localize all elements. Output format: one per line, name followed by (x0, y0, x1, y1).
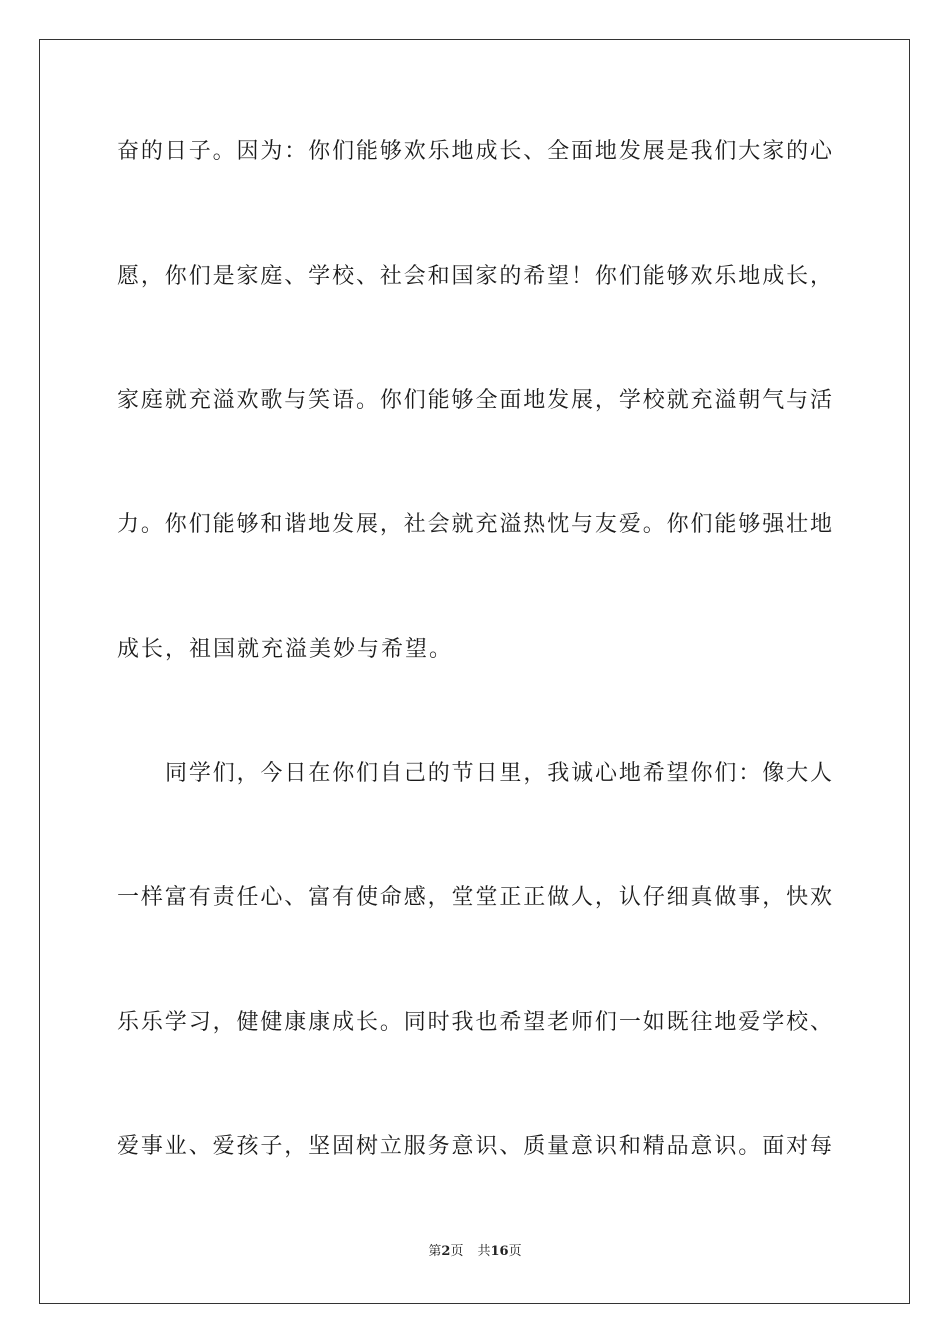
text-line-2: 愿，你们是家庭、学校、社会和国家的希望！你们能够欢乐地成长， (117, 264, 832, 289)
total-pages: 16 (490, 1244, 509, 1259)
text-line-1: 奋的日子。因为：你们能够欢乐地成长、全面地发展是我们大家的心 (117, 139, 832, 164)
text-line-7: 一样富有责任心、富有使命感，堂堂正正做人，认仔细真做事，快欢 (117, 885, 832, 910)
text-line-5: 成长，祖国就充溢美妙与希望。 (117, 637, 454, 662)
page-footer (0, 1243, 950, 1261)
total-suffix: 页 (508, 1244, 522, 1259)
page-suffix: 页 (450, 1244, 464, 1259)
paragraph-2-first-line: 同学们，今日在你们自己的节日里，我诚心地希望你们：像大人 (165, 761, 832, 786)
text-line-9: 爱事业、爱孩子，坚固树立服务意识、质量意识和精品意识。面对每 (117, 1134, 832, 1159)
page-border (39, 39, 910, 1304)
text-line-4: 力。你们能够和谐地发展，社会就充溢热忱与友爱。你们能够强壮地 (117, 512, 832, 537)
text-line-8: 乐乐学习，健健康康成长。同时我也希望老师们一如既往地爱学校、 (117, 1010, 832, 1035)
total-prefix: 共 (477, 1244, 491, 1259)
page-number: 2 (441, 1244, 451, 1259)
page-prefix: 第 (428, 1244, 442, 1259)
text-line-3: 家庭就充溢欢歌与笑语。你们能够全面地发展，学校就充溢朝气与活 (117, 388, 832, 413)
